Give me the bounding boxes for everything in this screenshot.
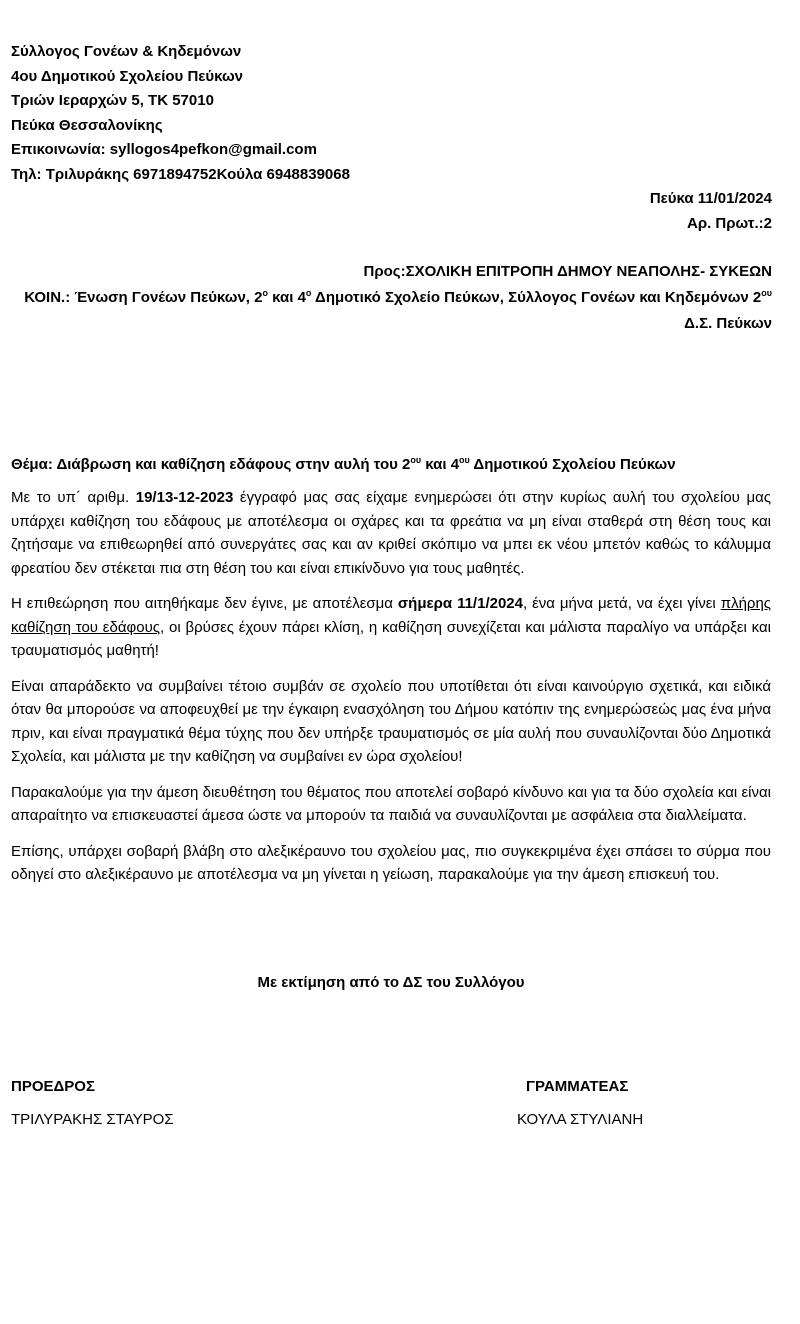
body-paragraph-5: Επίσης, υπάρχει σοβαρή βλάβη στο αλεξικέραυνο του σχολείου μας, πιο συγκεκριμένα έχει σπάσει το σύρμα που οδηγεί στο αλεξικέραυνο με αποτέλεσμα να μη γίνεται η γείωση, παρακαλούμε για την άμεση επισκευή του.: [11, 842, 771, 883]
p1-text-a: Με το υπ΄ αριθμ.: [11, 489, 136, 506]
body-paragraph-2: [11, 592, 771, 663]
recipients-block: [11, 259, 772, 337]
sender-phones: Τηλ: Τριλυράκης 6971894752Κούλα 6948839068: [11, 165, 350, 183]
p1-text-b: έγγραφό μας σας είχαμε ενημερώσει ότι στην κυρίως αυλή του σχολείου μας υπάρχει καθίζηση του εδάφους με αποτέλεσμα οι σχάρες και τα φρεάτια να μη είναι σταθερά στη θέση τους και ζητήσαμε να επιθεωρηθεί από συνεργάτες σας και αν κριθεί σκόπιμο να μπει εκ νέου μπετόν καθώς το κάλυμμα φρεατίου δεν στέκεται πια στη θέση του και είναι επικίνδυνο για τους μαθητές.: [11, 489, 771, 577]
letter-body: [11, 486, 771, 899]
sender-city: Πεύκα Θεσσαλονίκης: [11, 116, 163, 134]
cc-sup-1: ο: [262, 288, 268, 298]
sender-email: Επικοινωνία: syllogos4pefkon@gmail.com: [11, 141, 317, 158]
recipient-cc-continued: Δ.Σ. Πεύκων: [684, 315, 772, 332]
protocol-number: Αρ. Πρωτ.:2: [686, 215, 772, 232]
date-block: [650, 186, 772, 236]
letter-date: Πεύκα 11/01/2024: [649, 190, 772, 207]
signature-name-secretary: ΚΟΥΛΑ ΣΤΥΛΙΑΝΗ: [517, 1111, 644, 1128]
closing-line: Με εκτίμηση από το ΔΣ του Συλλόγου: [257, 974, 525, 991]
cc-sup-2: ο: [305, 288, 312, 298]
subject-text-1: Θέμα: Διάβρωση και καθίζηση εδάφους στην αυλή του 2: [11, 456, 411, 473]
signature-title-president: ΠΡΟΕΔΡΟΣ: [11, 1078, 95, 1095]
sender-school-name: 4ου Δημοτικού Σχολείου Πεύκων: [11, 67, 244, 85]
body-paragraph-1: [11, 486, 771, 580]
subject-sup-1: ου: [410, 455, 422, 465]
sender-block: [11, 40, 350, 187]
sender-association-name: Σύλλογος Γονέων & Κηδεμόνων: [11, 43, 242, 60]
cc-text-2: και 4: [267, 289, 306, 306]
p2-underlined-text: πλήρης καθίζηση του εδάφους: [11, 595, 772, 636]
cc-label: ΚΟΙΝ.:: [24, 289, 71, 306]
sender-address: Τριών Ιεραρχών 5, ΤΚ 57010: [11, 92, 214, 109]
recipient-to: Προς:ΣΧΟΛΙΚΗ ΕΠΙΤΡΟΠΗ ΔΗΜΟΥ ΝΕΑΠΟΛΗΣ- ΣΥΚΕΩΝ: [363, 263, 772, 280]
subject-text-2: και 4: [421, 456, 460, 473]
recipient-cc: [11, 285, 772, 311]
subject-text-3: Δημοτικού Σχολείου Πεύκων: [469, 456, 676, 473]
signature-name-president: ΤΡΙΛΥΡΑΚΗΣ ΣΤΑΥΡΟΣ: [11, 1111, 174, 1128]
cc-sup-3: ου: [761, 288, 772, 298]
cc-text-1: Ένωση Γονέων Πεύκων, 2: [70, 289, 263, 306]
body-paragraph-3: Είναι απαράδεκτο να συμβαίνει τέτοιο συμβάν σε σχολείο που υποτίθεται ότι είναι καινούργιο σχετικά, και ειδικά όταν θα μπορούσε να αποφευχθεί με την έγκαιρη ενασχόληση του Δήμου κατόπιν της ενημερώσεώς μας ένα μήνα πριν, και είναι πραγματικά θέμα τύχης που δεν υπήρξε τραυματισμός σε μία αυλή που συναυλίζονται δύο Δημοτικά Σχολεία, και μάλιστα με την καθίζηση να συμβαίνει εν ώρα σχολείου!: [11, 677, 771, 765]
subject-line: [11, 456, 676, 473]
signature-title-secretary: ΓΡΑΜΜΑΤΕΑΣ: [526, 1078, 629, 1095]
p2-text-c: , οι βρύσες έχουν πάρει κλίση, η καθίζηση συνεχίζεται και μάλιστα παραλίγο να υπάρξει και τραυματισμός μαθητή!: [11, 618, 771, 659]
p2-text-a: Η επιθεώρηση που αιτηθήκαμε δεν έγινε, με αποτέλεσμα: [11, 595, 398, 612]
cc-text-3: Δημοτικό Σχολείο Πεύκων, Σύλλογος Γονέων και Κηδεμόνων 2: [311, 289, 762, 306]
subject-sup-2: ου: [459, 455, 470, 465]
p2-text-b: , ένα μήνα μετά, να έχει γίνει: [522, 595, 721, 612]
p2-date-emphasis: σήμερα 11/1/2024: [397, 595, 523, 612]
body-paragraph-4: Παρακαλούμε για την άμεση διευθέτηση του θέματος που αποτελεί σοβαρό κίνδυνο και για τα δύο σχολεία και είναι απαραίτητο να επισκευαστεί άμεσα ώστε να μπορούν τα παιδιά να συναυλίζονται με ασφάλεια στα διαλλείματα.: [11, 783, 771, 824]
p1-reference-number: 19/13-12-2023: [135, 489, 234, 506]
